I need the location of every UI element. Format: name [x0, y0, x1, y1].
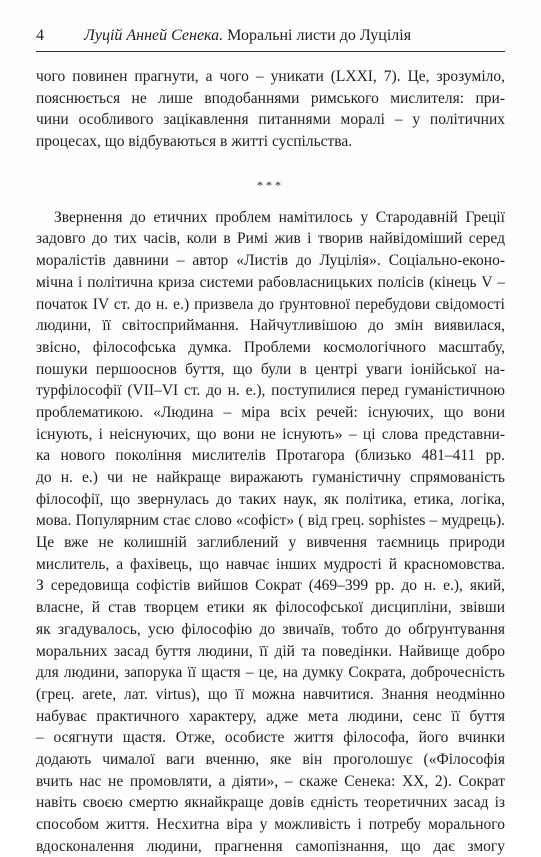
- text-line: звісно, філософська думка. Проблеми космологічного масштабу,: [36, 338, 505, 356]
- text-line: людини, її світосприймання. Найчутливішою до змін виявилася,: [36, 317, 505, 335]
- text-line: задовго до тих часів, коли в Римі жив і творив найвідоміший серед: [36, 230, 505, 248]
- text-line: власне, й став творцем етики як філософської дисципліни, звівши: [36, 599, 505, 617]
- running-title-author: Луцій Анней Сенека.: [84, 27, 224, 44]
- text-line: Це вже не колишній заглиблений у вивчення таємниць природи: [36, 534, 505, 552]
- text-line: додають чималої ваги вченню, яке він проголошує («Філософія: [36, 750, 505, 768]
- text-line: до н. е.) чи не найкраще виражають гуманістичну спрямованість: [36, 469, 505, 486]
- text-line: (грец. arete, лат. virtus), що її можна навчитися. Знання неодмінно: [36, 685, 505, 703]
- text-line: З середовища софістів вийшов Сократ (469–399 рр. до н. е.), який,: [36, 577, 505, 595]
- section-separator: ***: [257, 177, 284, 192]
- text-line: чого повинен прагнути, а чого – уникати (LXXI, 7). Це, зрозуміло,: [36, 68, 505, 85]
- text-line: як згадувалось, усю філософію до звичаїв, тобто до обґрунтування: [36, 620, 505, 638]
- text-line: набуває практичного характеру, адже мета людини, сенс її буття: [36, 707, 505, 725]
- text-line: пошуки першооснов буття, що були в центрі уваги іонійської на-: [36, 360, 505, 378]
- text-line: філософії, що звернулась до таких наук, як політика, етика, логіка,: [36, 490, 505, 508]
- text-line: вчить нас не промовляти, а діяти», – скаже Сенека: XX, 2). Сократ: [36, 772, 505, 790]
- text-line: моралістів давнини – автор «Листів до Луцілія». Соціально-еконо-: [36, 252, 505, 270]
- text-line: навіть своєю смертю якнайкраще довів єдність теоретичних засад із: [36, 794, 505, 812]
- text-line: моральних засад буття людини, її дій та поведінки. Найвище добро: [36, 642, 505, 660]
- text-line: для людини, запорука її щастя – це, на думку Сократа, доброчесність: [36, 664, 505, 682]
- text-line: існують, і неіснуючих, що вони не існують» – ці слова представни-: [36, 425, 505, 443]
- text-line: процесах, що відбуваються в житті суспільства.: [36, 133, 353, 151]
- page-number: 4: [36, 27, 44, 44]
- paragraph-1: [36, 66, 505, 153]
- running-title: [84, 27, 411, 45]
- text-line: чини особливого зацікавлення питаннями моралі – у політичних: [36, 111, 505, 129]
- text-line: проблематикою. «Людина – міра всіх речей: існуючих, що вони: [36, 403, 505, 421]
- body-text: [36, 66, 505, 857]
- text-line: способом життя. Несхитна віра у можливість і потребу морального: [36, 816, 505, 833]
- text-line: Звернення до етичних проблем намітилось у Стародавній Греції: [54, 208, 505, 226]
- text-line: мова. Популярним стає слово «софіст» ( від грец. sophistes – мудрець).: [36, 512, 505, 530]
- text-line: турфілософії (VII–VI ст. до н. е.), поступилися перед гуманістичною: [36, 382, 505, 400]
- text-line: ка нового покоління мислителів Протагора (близько 481–411 рр.: [36, 447, 505, 465]
- text-line: – осягнути щастя. Отже, особисте життя філософа, його вчинки: [36, 729, 505, 747]
- text-line: мічна і політична криза системи рабовласницьких полісів (кінець V –: [36, 273, 505, 291]
- text-line: пояснюється не лише вподобаннями римського мислителя: при-: [36, 89, 505, 107]
- text-line: вдосконалення людини, прагнення самопізнання, що дає змогу: [36, 837, 505, 855]
- running-title-work: Моральні листи до Луцілія: [223, 27, 412, 44]
- running-head: [36, 27, 505, 52]
- paragraph-2: [36, 207, 505, 857]
- text-line: мислитель, а фахівець, що навчає інших мудрості й красномовства.: [36, 555, 505, 573]
- text-line: початок IV ст. до н. е.) призвела до ґрунтовної перебудови свідомості: [36, 295, 505, 313]
